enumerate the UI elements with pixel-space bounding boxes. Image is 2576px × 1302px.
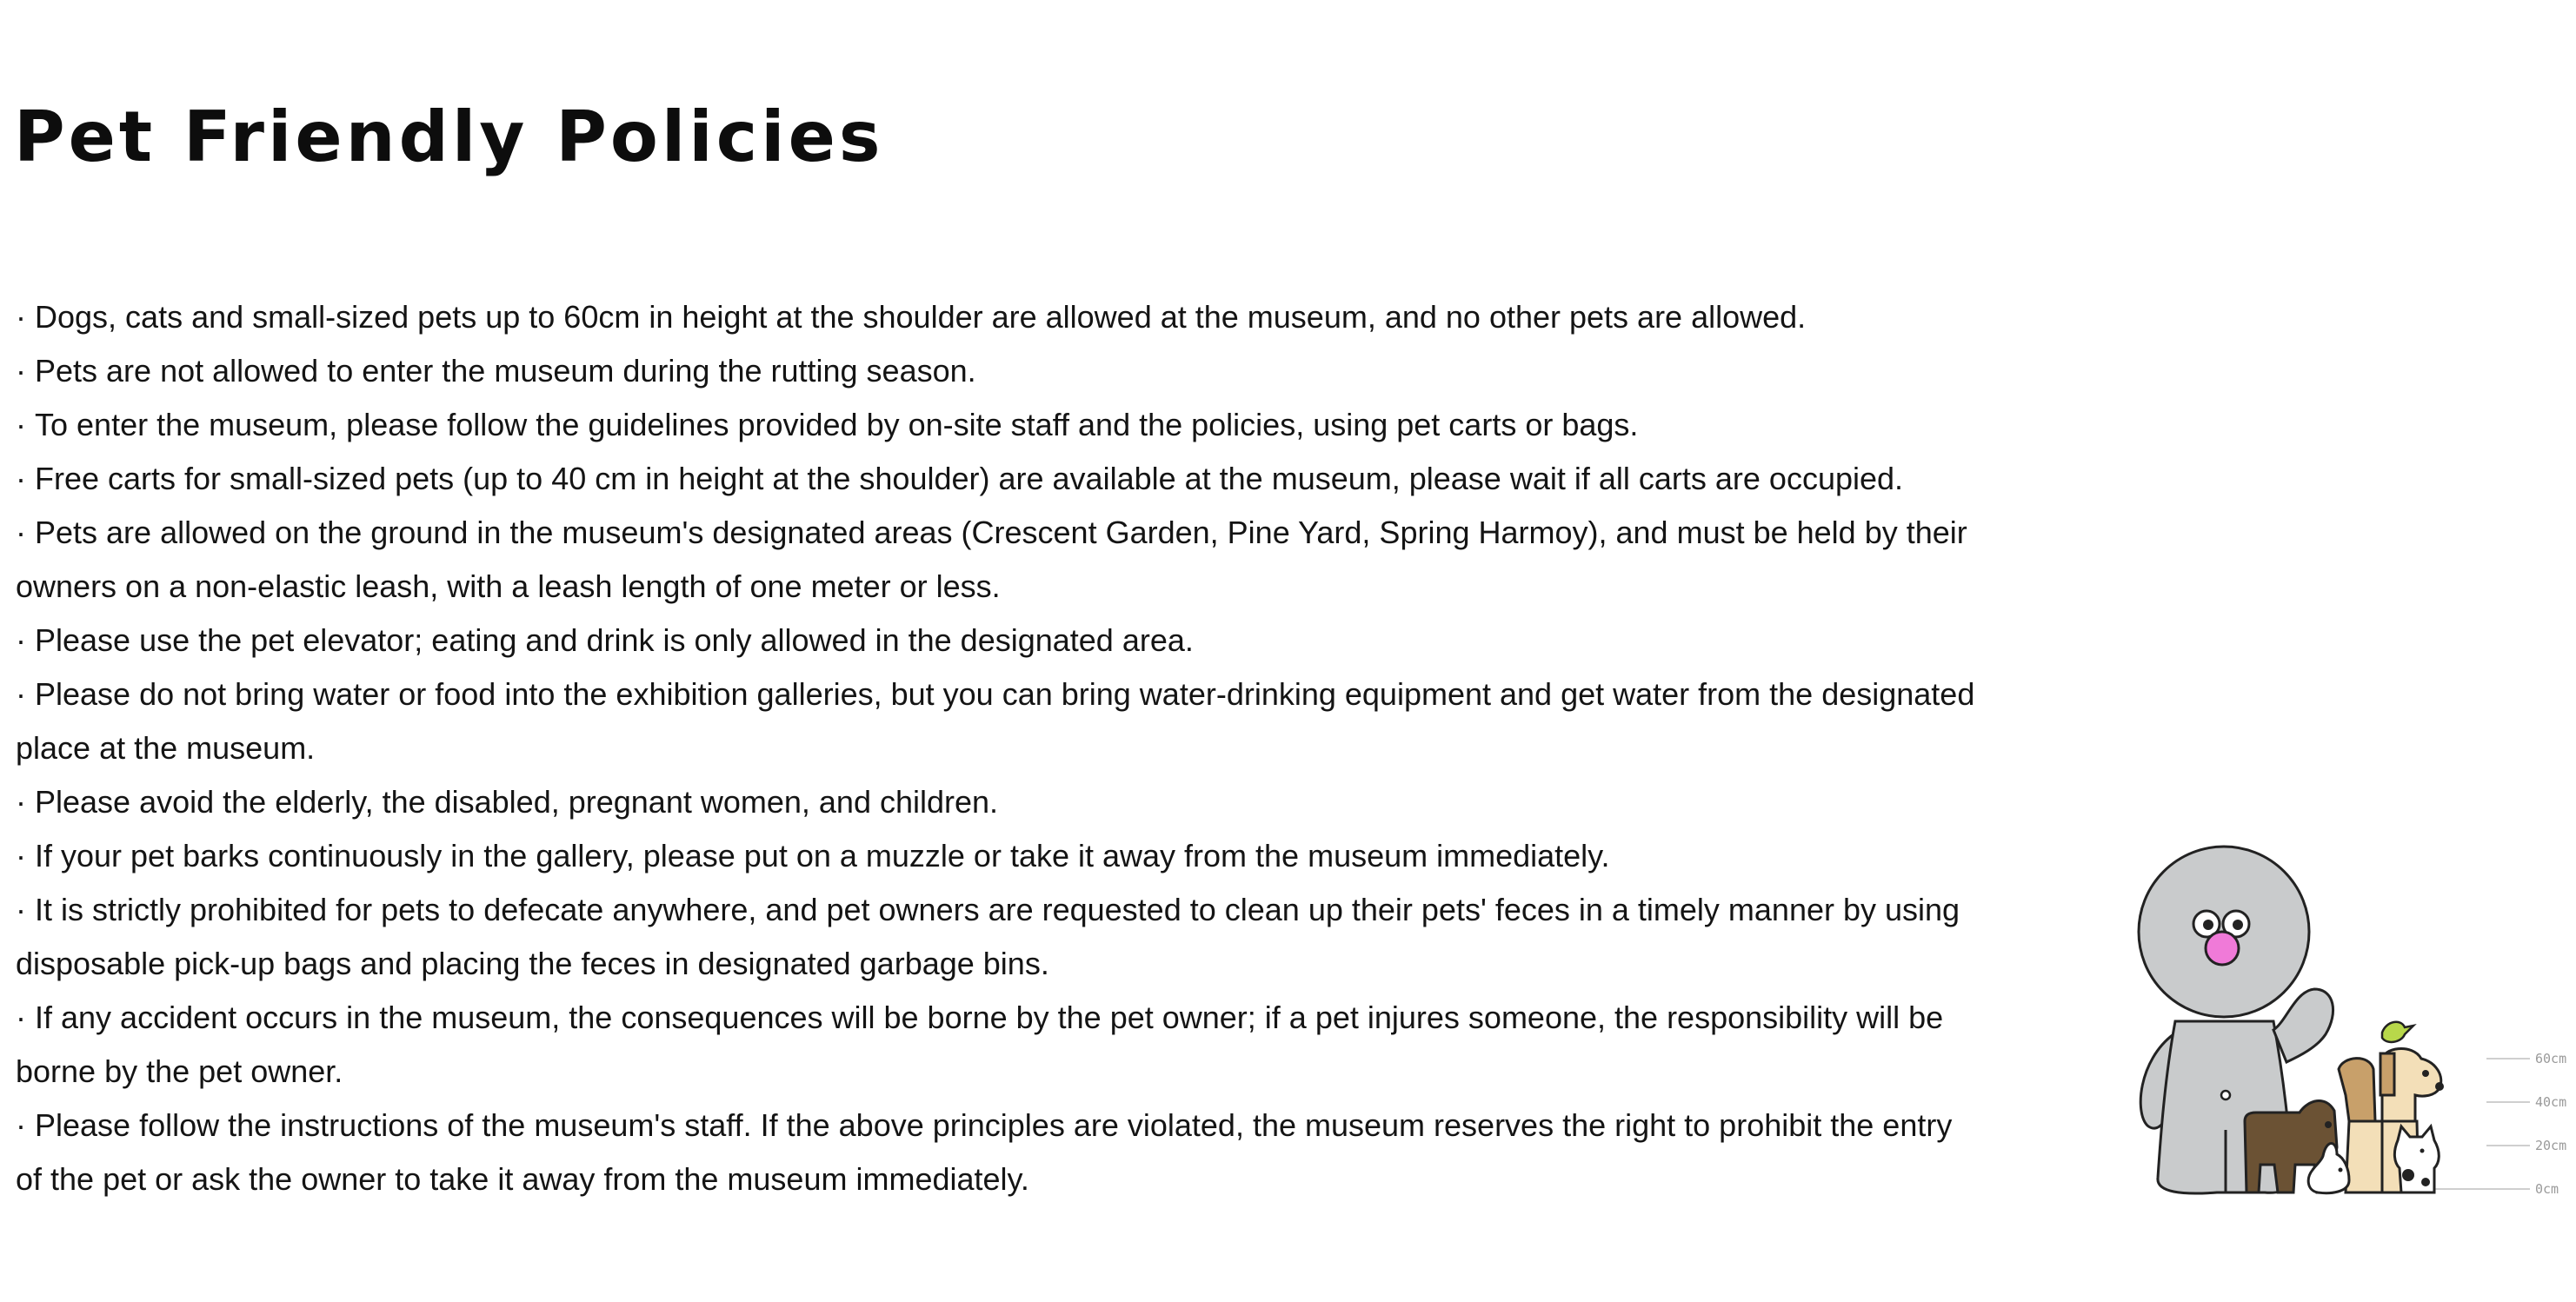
policy-item: · Free carts for small-sized pets (up to 40 cm in height at the shoulder) are available at the museum, please wait if all carts are occupied. <box>16 452 1980 506</box>
policy-item: · To enter the museum, please follow the guidelines provided by on-site staff and the policies, using pet carts or bags. <box>16 398 1980 452</box>
policy-item: · Pets are not allowed to enter the museum during the rutting season. <box>16 344 1980 398</box>
policy-item: · It is strictly prohibited for pets to defecate anywhere, and pet owners are requested to clean up their pets' feces in a timely manner by using disposable pick-up bags and placing the feces in designated garbage bins. <box>16 883 1980 991</box>
scale-label-0: 0cm <box>2535 1181 2559 1197</box>
mascot-nose <box>2206 932 2239 965</box>
policy-item: · Pets are allowed on the ground in the museum's designated areas (Crescent Garden, Pine Yard, Spring Harmoy), and must be held by their owners on a non-elastic leash, with a leash length of one meter or less. <box>16 506 1980 614</box>
policy-item: · If your pet barks continuously in the gallery, please put on a muzzle or take it away from the museum immediately. <box>16 829 1980 883</box>
policy-item: · If any accident occurs in the museum, the consequences will be borne by the pet owner; if a pet injures someone, the responsibility will be borne by the pet owner. <box>16 991 1980 1099</box>
mascot-right-arm <box>2273 989 2333 1062</box>
scale-label-60: 60cm <box>2535 1051 2567 1066</box>
policy-item: · Please follow the instructions of the museum's staff. If the above principles are violated, the museum reserves the right to prohibit the entry of the pet or ask the owner to take it away from the museum immediately. <box>16 1099 1980 1206</box>
policy-item: · Dogs, cats and small-sized pets up to 60cm in height at the shoulder are allowed at the museum, and no other pets are allowed. <box>16 290 1980 344</box>
page-title: Pet Friendly Policies <box>14 96 884 177</box>
mascot-navel <box>2221 1091 2230 1099</box>
policy-list <box>16 290 1980 1206</box>
scale-label-40: 40cm <box>2535 1094 2567 1110</box>
spotted-cat <box>2394 1126 2439 1192</box>
tan-dog-body <box>2346 1121 2384 1192</box>
policy-item: · Please use the pet elevator; eating and drink is only allowed in the designated area. <box>16 614 1980 668</box>
mascot-pets-illustration <box>2121 834 2573 1199</box>
policy-item: · Please do not bring water or food into the exhibition galleries, but you can bring water-drinking equipment and get water from the designated place at the museum. <box>16 668 1980 775</box>
cream-dog-ear <box>2380 1053 2394 1095</box>
policy-item: · Please avoid the elderly, the disabled, pregnant women, and children. <box>16 775 1980 829</box>
bird-icon <box>2382 1022 2413 1042</box>
scale-label-20: 20cm <box>2535 1138 2567 1153</box>
cat-body <box>2394 1126 2439 1192</box>
tan-dog-head <box>2339 1059 2375 1121</box>
